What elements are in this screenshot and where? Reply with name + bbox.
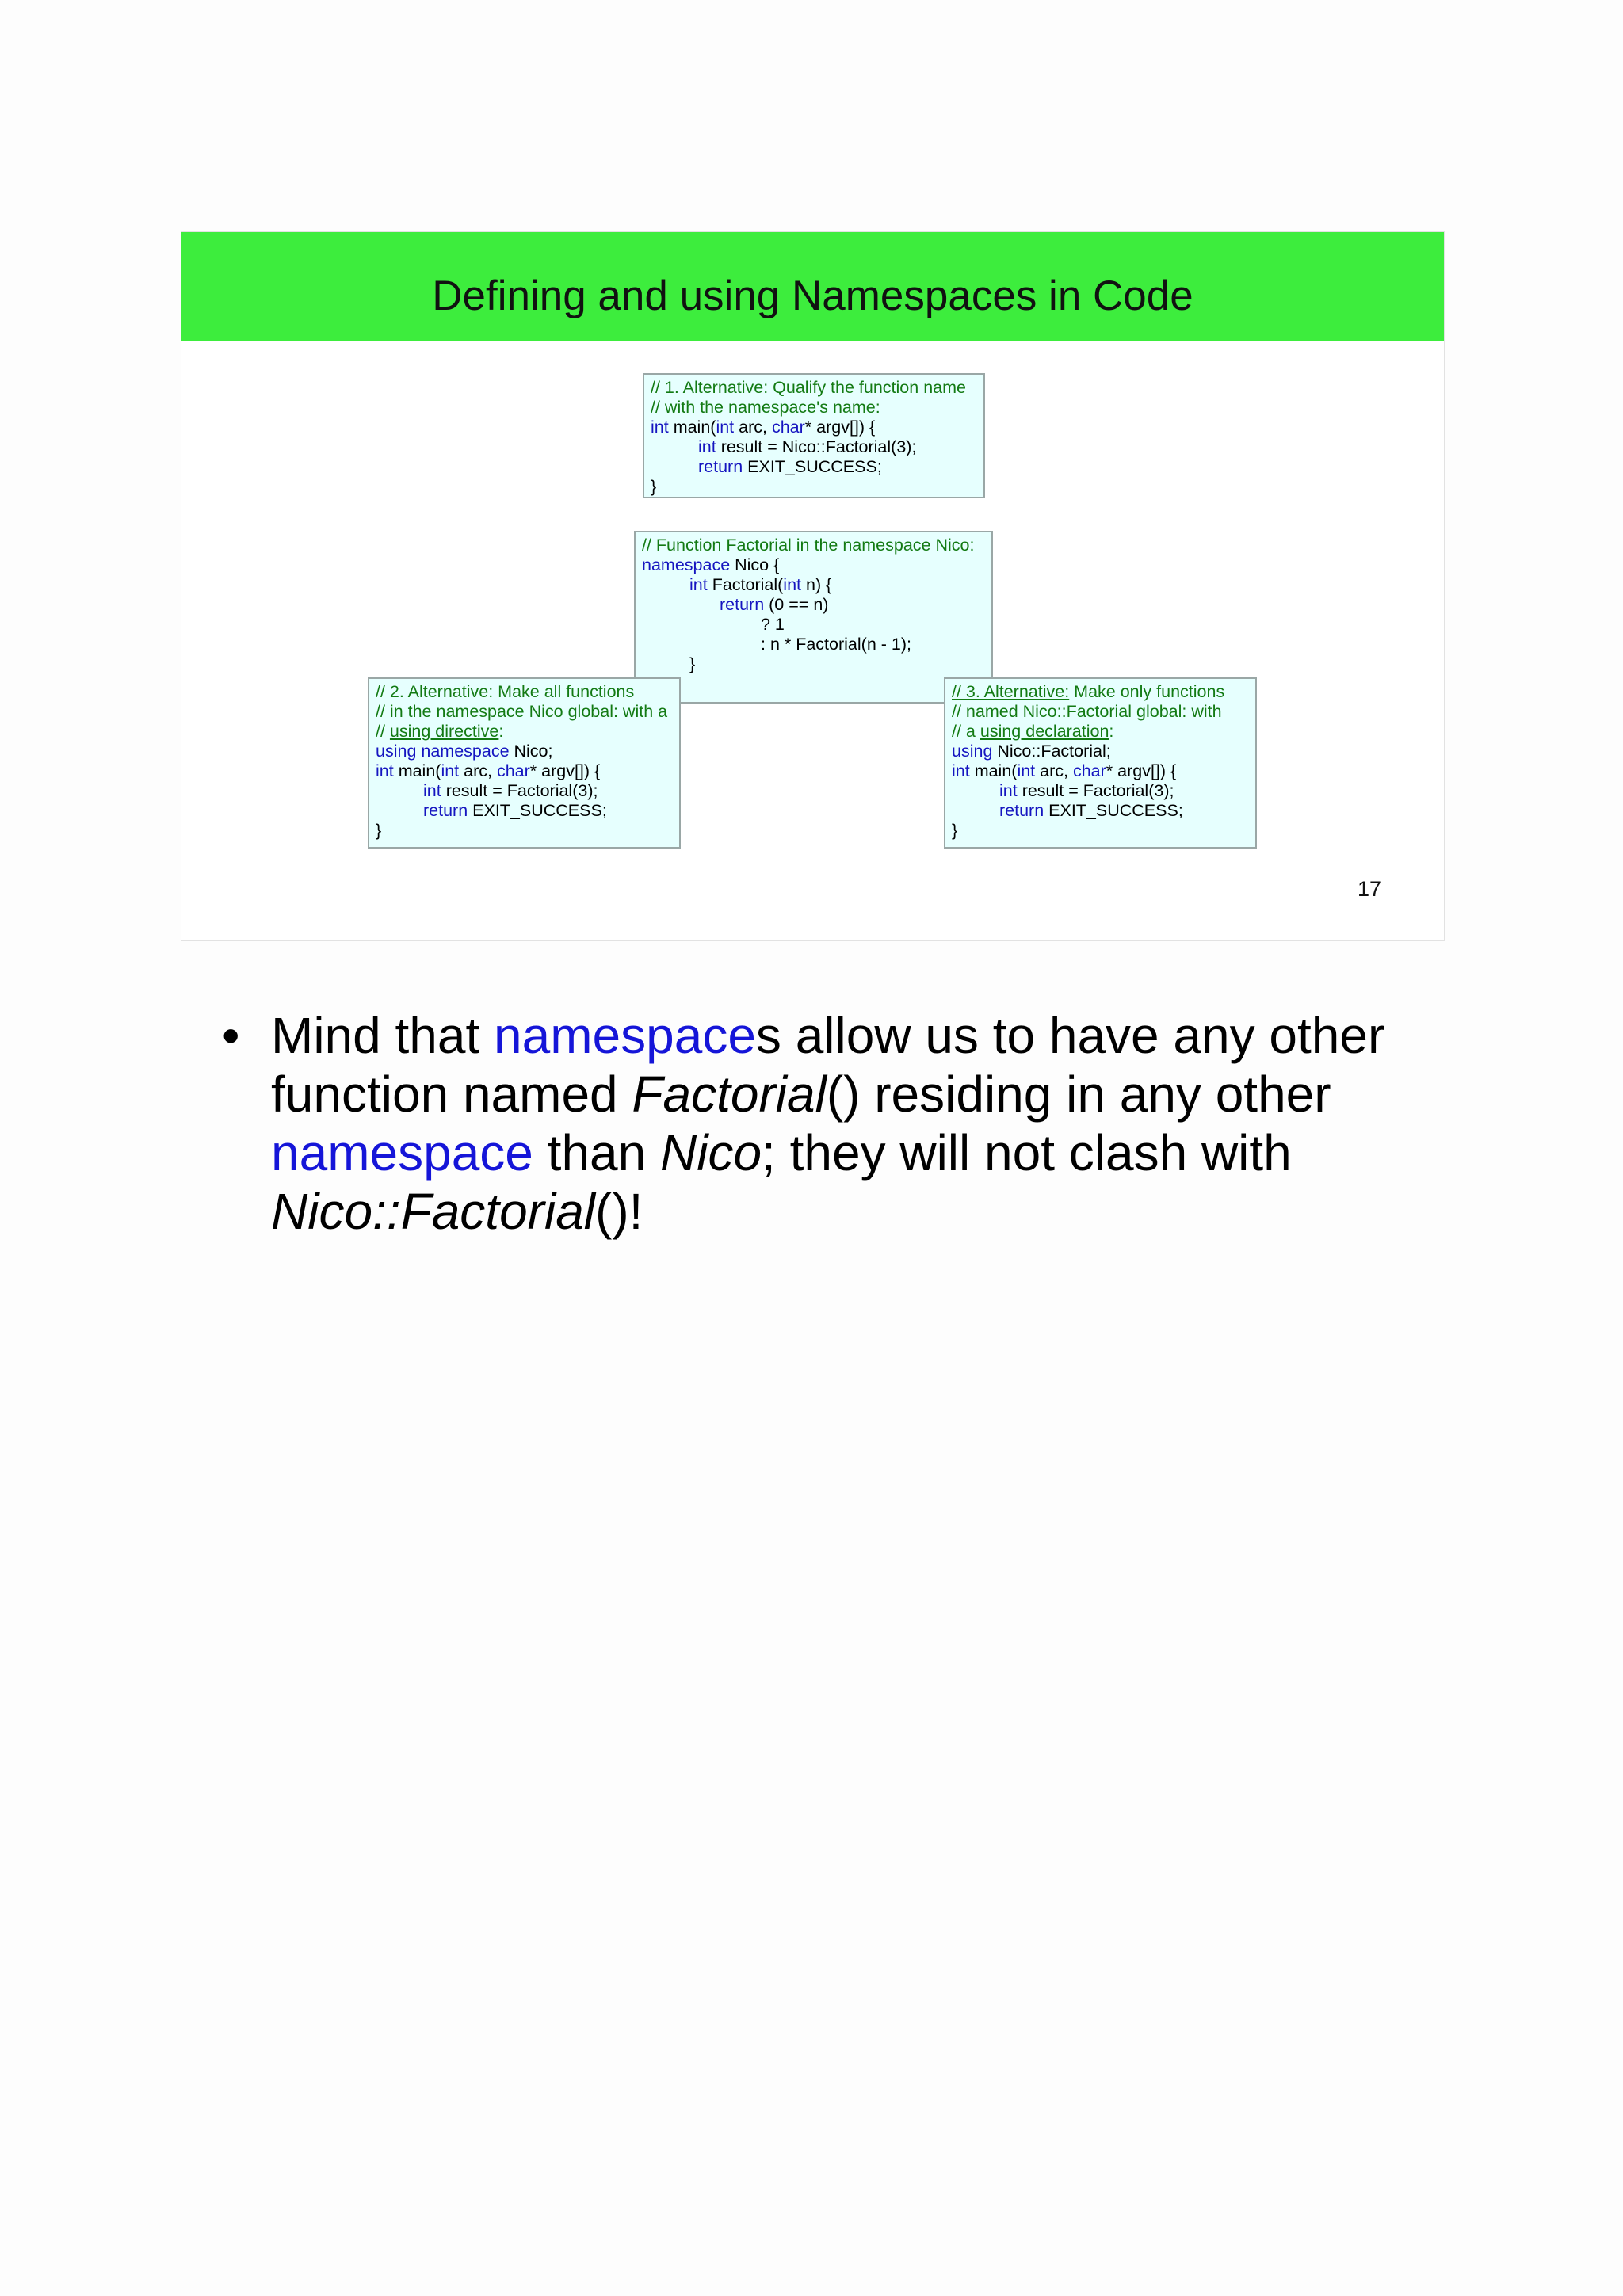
code-line [376,781,679,801]
code-line [376,761,679,781]
code-line [642,595,991,615]
code-line [952,781,1255,801]
bullet-segment: Mind that [271,1007,495,1064]
bullet-segment: ()! [595,1183,643,1240]
code-box-namespace-definition [634,531,993,704]
code-token: main( [393,761,441,780]
code-token: // 3. Alternative: [952,682,1070,701]
code-token: using namespace [376,742,510,761]
code-token: // 2. Alternative: Make all functions [376,682,635,701]
code-line [376,702,679,722]
code-token: } [952,821,958,840]
code-line [376,682,679,702]
code-token: char [771,418,805,437]
code-token: using directive [389,722,499,741]
code-line [952,682,1255,702]
code-token: Factorial( [707,575,784,594]
code-line [642,635,991,654]
code-line [952,742,1255,761]
bullet-segment: Nico::Factorial [271,1183,595,1240]
code-token: * argv[]) { [1106,761,1177,780]
code-line [642,555,991,575]
code-token: result = Nico::Factorial(3); [716,437,917,456]
code-token: main( [668,418,716,437]
code-token: int [952,761,970,780]
code-token: return [999,801,1044,820]
code-token: arc, [734,418,772,437]
code-token: char [496,761,530,780]
code-token: // 1. Alternative: Qualify the function name [651,378,966,397]
code-line [651,437,983,457]
code-token: Nico; [509,742,553,761]
code-token: // with the namespace's name: [651,398,880,417]
code-token: // [376,722,390,741]
bullet-segment: () residing in any other [826,1066,1331,1123]
slide [181,231,1445,941]
code-token: using [952,742,993,761]
code-token: int [423,781,441,800]
code-token: int [441,761,460,780]
code-line [642,536,991,555]
code-token: int [1017,761,1036,780]
code-token: : [498,722,504,741]
code-token: Make only functions [1069,682,1225,701]
code-token: int [698,437,716,456]
code-token: // a [952,722,980,741]
code-line [651,457,983,477]
code-token: Nico { [730,555,780,574]
code-line [651,398,983,418]
code-token: namespace [642,555,731,574]
code-token: int [651,418,669,437]
code-token: return [720,595,765,614]
code-token: // in the namespace Nico global: with a [376,702,668,721]
code-token: int [999,781,1018,800]
code-token: using declaration [980,722,1109,741]
bullet-segment: s allow us to have any other function named [271,1007,1385,1123]
code-line [642,575,991,595]
code-token: n) { [801,575,832,594]
code-line [952,702,1255,722]
bullet-text [271,1006,1460,1241]
code-token: EXIT_SUCCESS; [1044,801,1183,820]
code-box-using-directive [368,677,681,849]
code-token: * argv[]) { [804,418,876,437]
code-box-using-declaration [944,677,1257,849]
code-token: return [423,801,468,820]
code-token: result = Factorial(3); [1017,781,1174,800]
code-token: char [1072,761,1106,780]
code-token: int [376,761,394,780]
code-line [952,722,1255,742]
code-token: : n * Factorial(n - 1); [761,635,911,654]
code-line [952,801,1255,821]
code-token: } [689,654,696,673]
code-line [952,821,1255,841]
code-token: EXIT_SUCCESS; [468,801,607,820]
bullet-segment: ; they will not clash with [762,1124,1292,1181]
code-token: : [1109,722,1114,741]
code-line [642,654,991,674]
code-line [376,742,679,761]
code-token: } [651,477,657,496]
code-token: Nico::Factorial; [992,742,1111,761]
code-token: // named Nico::Factorial global: with [952,702,1222,721]
code-line [651,378,983,398]
code-token: ? 1 [761,615,785,634]
code-token: (0 == n) [764,595,829,614]
bullet-symbol: • [222,1007,240,1064]
bullet-segment: Nico [660,1124,762,1181]
code-line [376,801,679,821]
code-token: arc, [459,761,497,780]
code-token: int [783,575,802,594]
code-line [651,477,983,497]
code-token: EXIT_SUCCESS; [743,457,882,476]
code-token: int [689,575,708,594]
code-token: int [716,418,735,437]
code-line [376,722,679,742]
code-token: arc, [1035,761,1073,780]
code-box-qualified-call [643,373,985,498]
code-token: main( [969,761,1018,780]
code-token: } [376,821,382,840]
code-line [642,674,991,694]
code-token: return [698,457,743,476]
code-line [642,615,991,635]
slide-title: Defining and using Namespaces in Code [432,273,1193,319]
code-line [952,761,1255,781]
code-token: * argv[]) { [529,761,601,780]
page-number: 17 [1357,877,1381,901]
bullet-segment: namespace [271,1124,533,1181]
code-token: // Function Factorial in the namespace Nico: [642,536,975,555]
bullet-segment: Factorial [632,1066,827,1123]
bullet-segment: namespace [494,1007,756,1064]
code-line [651,418,983,437]
slide-title-bar [181,232,1444,341]
code-token: result = Factorial(3); [441,781,598,800]
bullet-segment: than [533,1124,660,1181]
code-line [376,821,679,841]
